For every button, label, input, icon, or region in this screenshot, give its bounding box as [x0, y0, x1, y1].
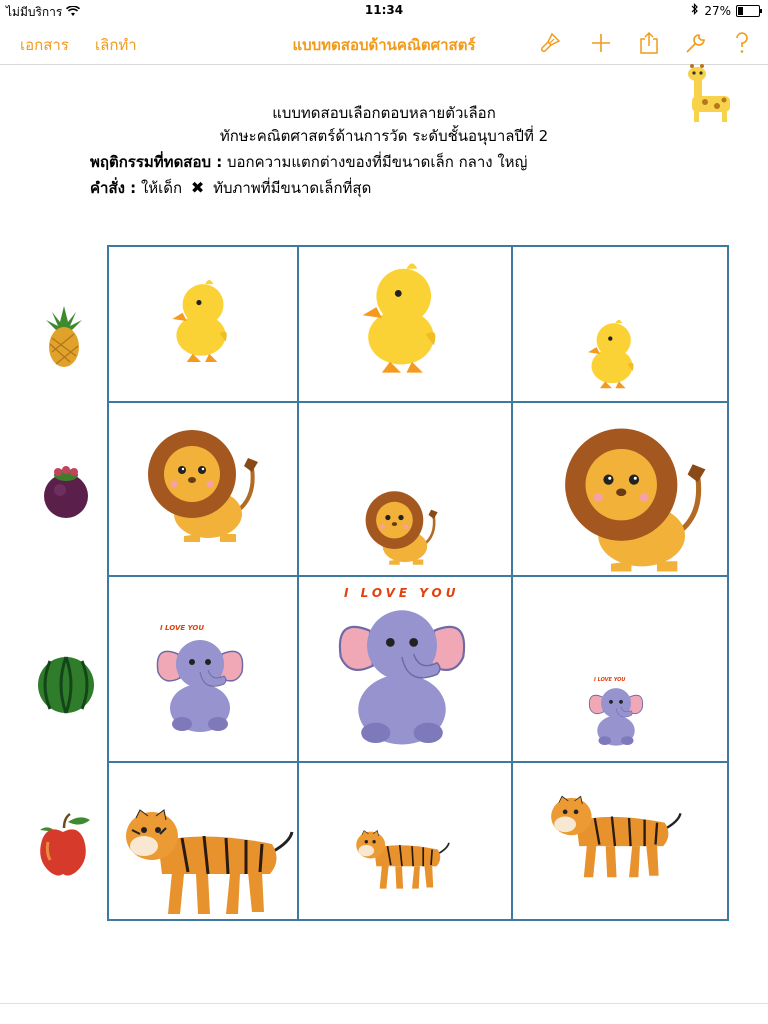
behavior-text: บอกความแตกต่างของที่มีขนาดเล็ก กลาง ใหญ่ [227, 153, 528, 171]
instruction-post: ทับภาพที่มีขนาดเล็กที่สุด [213, 179, 372, 197]
battery-percent: 27% [704, 3, 731, 18]
grid-divider [511, 247, 513, 919]
plus-icon[interactable] [588, 30, 614, 56]
doc-heading-2: ทักษะคณิตศาสตร์ด้านการวัด ระดับชั้นอนุบาลปีที่ 2 [219, 127, 549, 145]
grid-divider [109, 575, 727, 577]
status-bar [0, 0, 768, 22]
elephant-large-choice[interactable] [332, 596, 472, 750]
status-time: 11:34 [364, 3, 404, 17]
battery-icon [736, 5, 760, 17]
duck-small-choice[interactable] [586, 318, 638, 390]
cross-mark-icon: ✖ [190, 178, 205, 197]
share-icon[interactable] [636, 30, 662, 56]
doc-heading-1: แบบทดสอบเลือกตอบหลายตัวเลือก [272, 104, 496, 122]
apple-icon [34, 812, 92, 878]
lion-medium-choice[interactable] [140, 428, 264, 544]
duck-medium-choice[interactable] [170, 278, 232, 364]
tiger-large-choice[interactable] [122, 802, 294, 920]
elephant-caption: I LOVE YOU [344, 586, 460, 600]
document-title: แบบทดสอบด้านคณิตศาสตร์ [292, 36, 476, 54]
grid-divider [297, 247, 299, 919]
wrench-icon[interactable] [683, 30, 709, 56]
grid-divider [109, 761, 727, 763]
lion-small-choice[interactable] [360, 490, 442, 566]
elephant-caption: I LOVE YOU [160, 624, 205, 632]
undo-button[interactable]: เลิกทำ [95, 36, 137, 54]
instruction-line [90, 176, 371, 200]
documents-button[interactable]: เอกสาร [20, 36, 69, 54]
mangosteen-icon [40, 464, 92, 520]
watermelon-icon [36, 655, 96, 715]
page-bottom-divider [0, 1003, 768, 1004]
carrier-text: ไม่มีบริการ [6, 5, 63, 19]
help-icon[interactable] [729, 30, 755, 56]
bluetooth-icon [691, 3, 699, 18]
paintbrush-icon[interactable] [537, 30, 563, 56]
status-right [691, 3, 760, 18]
pineapple-icon [44, 304, 84, 368]
elephant-medium-choice[interactable] [152, 632, 248, 734]
toolbar [0, 22, 768, 65]
behavior-line [90, 150, 527, 174]
tiger-small-choice[interactable] [354, 826, 450, 892]
behavior-label: พฤติกรรมที่ทดสอบ : [90, 153, 223, 171]
instruction-label: คำสั่ง : [90, 179, 137, 197]
grid-divider [109, 401, 727, 403]
elephant-small-choice[interactable] [586, 682, 646, 748]
tiger-medium-choice[interactable] [548, 790, 682, 882]
duck-large-choice[interactable] [360, 256, 442, 380]
lion-large-choice[interactable] [554, 426, 714, 574]
instruction-pre: ให้เด็ก [140, 179, 183, 197]
elephant-caption: I LOVE YOU [594, 677, 626, 683]
